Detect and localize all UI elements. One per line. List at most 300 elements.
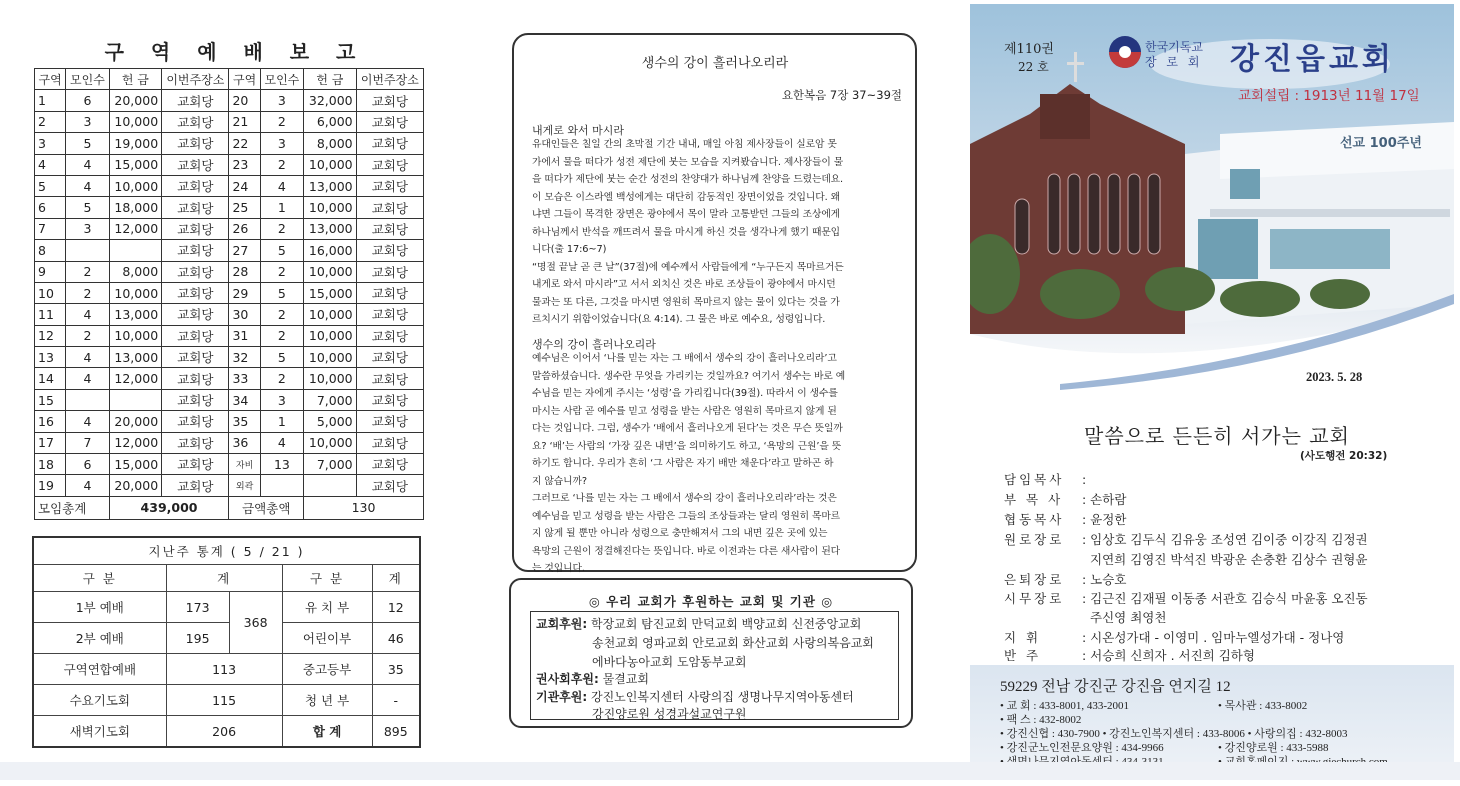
table-row <box>35 389 424 410</box>
table-cell: 2 <box>260 325 303 346</box>
col-header: 구역 <box>229 69 260 90</box>
sermon-line: 요? ‘배’는 사람의 ‘가장 깊은 내면’을 의미하기도 하고, ‘욕망의 근원’을 뜻 <box>532 440 842 452</box>
table-row <box>35 432 424 453</box>
sermon-line: 마시는 사람 곧 예수를 믿고 성령을 받는 사람은 영원히 목마르지 않게 된 <box>532 405 837 417</box>
staff-role: 협동목사 <box>1004 512 1065 527</box>
sermon-line: 수님을 믿는 자에게 주시는 ‘성령’을 가리킵니다(39절). 따라서 이 생수를 <box>532 388 838 399</box>
staff-names: : 손하람 <box>1082 492 1127 507</box>
stat-label: 구역연합예배 <box>33 654 166 685</box>
support-church-line1: 학장교회 탐진교회 만덕교회 백양교회 신전중앙교회 <box>591 617 862 631</box>
contact-elderly-home: • 강진양로원 : 433-5988 <box>1218 742 1329 754</box>
sermon-section-1-body <box>532 136 902 329</box>
table-cell: 6 <box>66 454 109 475</box>
denomination-line2: 장 로 회 <box>1145 55 1203 69</box>
support-org-label: 기관후원: <box>536 690 588 704</box>
table-cell: 15,000 <box>109 154 162 175</box>
amount-total-label: 금액총액 <box>229 496 304 519</box>
table-header-row <box>35 69 424 90</box>
table-cell: 10,000 <box>304 368 357 389</box>
table-cell: 2 <box>66 282 109 303</box>
table-cell: 36 <box>229 432 260 453</box>
district-report-table <box>34 68 424 520</box>
sermon-line: 예수님을 믿고 성령을 받는 사람은 그들의 조상들과는 달리 영원히 목마르 <box>532 510 841 522</box>
district-report-body <box>35 90 424 496</box>
table-row <box>35 90 424 111</box>
sermon-line: 지 않습니까? <box>532 475 587 487</box>
table-cell: 23 <box>229 154 260 175</box>
table-cell: 2 <box>35 111 66 132</box>
table-cell: 28 <box>229 261 260 282</box>
sermon-line: 는 것입니다. <box>532 563 585 574</box>
table-cell <box>304 475 357 496</box>
table-cell: 13,000 <box>304 175 357 196</box>
table-cell: 교회당 <box>162 432 229 453</box>
table-cell: 교회당 <box>162 240 229 261</box>
sermon-line: 이 모습은 이스라엘 백성에게는 대단히 감동적인 장면이었을 것입니다. 왜 <box>532 191 841 203</box>
table-cell: 교회당 <box>356 90 423 111</box>
staff-role: 반 주 <box>1004 648 1042 663</box>
stat-label: 2부 예배 <box>33 623 166 654</box>
support-church-line2: 송천교회 영파교회 안로교회 화산교회 사랑의복음교회 <box>592 636 874 650</box>
table-cell: 10,000 <box>304 347 357 368</box>
table-cell: 17 <box>35 432 66 453</box>
table-cell: 19,000 <box>109 133 162 154</box>
table-cell: 교회당 <box>356 411 423 432</box>
table-cell: 3 <box>260 133 303 154</box>
table-cell: 18,000 <box>109 197 162 218</box>
table-cell: 1 <box>35 90 66 111</box>
col-header: 헌 금 <box>304 69 357 90</box>
staff-row <box>1004 646 1255 664</box>
stat-value: 173 <box>166 592 229 623</box>
table-cell: 교회당 <box>162 454 229 475</box>
table-cell: 13,000 <box>109 304 162 325</box>
table-cell: 15,000 <box>109 454 162 475</box>
table-cell: 4 <box>66 304 109 325</box>
table-cell: 교회당 <box>162 133 229 154</box>
denomination-line1: 한국기독교 <box>1145 40 1203 54</box>
table-cell: 교회당 <box>356 389 423 410</box>
table-cell: 15,000 <box>304 282 357 303</box>
table-cell: 10 <box>35 282 66 303</box>
table-cell: 8,000 <box>109 261 162 282</box>
table-cell: 16 <box>35 411 66 432</box>
total-row <box>35 496 424 519</box>
staff-row <box>1004 608 1166 626</box>
staff-names: 주신영 최영천 <box>1090 610 1167 625</box>
table-cell: 자비 <box>229 454 260 475</box>
table-cell: 8,000 <box>304 133 357 154</box>
table-cell: 10,000 <box>109 175 162 196</box>
contact-church-phone: • 교 회 : 433-8001, 433-2001 <box>1000 700 1129 712</box>
stat-label: 청 년 부 <box>282 685 372 716</box>
stats-col-header: 계 <box>372 565 420 592</box>
table-cell: 13,000 <box>304 218 357 239</box>
table-cell <box>66 240 109 261</box>
table-cell: 24 <box>229 175 260 196</box>
stat-worship-total: 368 <box>229 592 282 654</box>
table-cell: 3 <box>66 111 109 132</box>
sermon-line: 르치시기 위함이었습니다(요 4:14). 그 물은 바로 예수요, 성령입니다. <box>532 314 826 325</box>
sermon-line: 물과는 또 다른, 그것을 마시면 영원히 목마르지 않는 물이 있다는 것을 가 <box>532 296 840 308</box>
table-cell <box>109 240 162 261</box>
table-cell: 교회당 <box>162 325 229 346</box>
table-cell: 4 <box>66 411 109 432</box>
support-church-label: 교회후원: <box>536 617 588 631</box>
banner-text: 선교 100주년 <box>1340 136 1422 151</box>
col-header: 구역 <box>35 69 66 90</box>
table-cell: 교회당 <box>356 304 423 325</box>
support-title: ◎ 우리 교회가 후원하는 교회 및 기관 ◎ <box>588 594 834 609</box>
table-cell: 12,000 <box>109 218 162 239</box>
table-row <box>35 133 424 154</box>
table-cell: 2 <box>260 111 303 132</box>
table-cell: 교회당 <box>356 240 423 261</box>
staff-row <box>1004 570 1126 588</box>
table-cell: 6 <box>66 90 109 111</box>
table-cell: 교회당 <box>356 261 423 282</box>
table-row <box>35 454 424 475</box>
table-cell: 6 <box>35 197 66 218</box>
table-cell: 교회당 <box>356 133 423 154</box>
stat-label: 합 계 <box>282 716 372 748</box>
table-cell: 4 <box>260 432 303 453</box>
sermon-section-2-body <box>532 350 902 578</box>
stat-value: - <box>372 685 420 716</box>
table-cell: 15 <box>35 389 66 410</box>
sermon-line: 하기도 합니다. 우리가 흔히 ‘그 사람은 자기 배만 채운다’라고 말하곤 하 <box>532 458 834 469</box>
table-cell: 11 <box>35 304 66 325</box>
table-cell: 13,000 <box>109 347 162 368</box>
table-cell: 26 <box>229 218 260 239</box>
staff-row <box>1004 510 1126 528</box>
table-cell: 10,000 <box>304 261 357 282</box>
support-church-row <box>536 615 861 632</box>
table-row <box>35 197 424 218</box>
sermon-line: 을 떠다가 제단에 붓는 순간 성전의 찬양대가 하나님께 찬양을 드렸는데요. <box>532 174 844 185</box>
table-cell: 32,000 <box>304 90 357 111</box>
table-cell: 교회당 <box>162 368 229 389</box>
support-org-line1: 강진노인복지센터 사랑의집 생명나무지역아동센터 <box>591 690 854 704</box>
table-cell <box>109 389 162 410</box>
table-cell: 1 <box>260 411 303 432</box>
table-row <box>35 368 424 389</box>
support-kwonsa-label: 권사회후원: <box>536 672 599 686</box>
table-cell: 2 <box>66 261 109 282</box>
last-week-stats-table <box>32 536 421 748</box>
table-cell: 5 <box>260 347 303 368</box>
table-cell: 10,000 <box>304 154 357 175</box>
contact-institutions: • 강진신협 : 430-7900 • 강진노인복지센터 : 433-8006 • 사랑의집 : 432-8003 <box>1000 728 1348 740</box>
stat-value: 206 <box>166 716 282 748</box>
staff-role: 원로장로 <box>1004 532 1065 547</box>
table-cell: 8 <box>35 240 66 261</box>
table-row <box>35 411 424 432</box>
table-cell: 9 <box>35 261 66 282</box>
table-cell: 29 <box>229 282 260 303</box>
table-cell: 16,000 <box>304 240 357 261</box>
table-cell: 7 <box>35 218 66 239</box>
table-cell: 19 <box>35 475 66 496</box>
table-cell: 2 <box>260 368 303 389</box>
support-church-line3: 에바다농아교회 도암동부교회 <box>592 655 747 669</box>
table-cell: 7,000 <box>304 389 357 410</box>
table-cell: 교회당 <box>356 475 423 496</box>
table-cell: 3 <box>260 90 303 111</box>
table-cell <box>66 389 109 410</box>
staff-names: 지연희 김영진 박석진 박광운 손충환 김상수 권형윤 <box>1090 552 1368 567</box>
table-cell: 교회당 <box>162 304 229 325</box>
table-cell: 교회당 <box>356 282 423 303</box>
stats-col-header: 구 분 <box>33 565 166 592</box>
stat-value: 113 <box>166 654 282 685</box>
staff-row <box>1004 589 1368 607</box>
table-cell: 4 <box>66 175 109 196</box>
stat-label: 새벽기도회 <box>33 716 166 748</box>
table-row <box>35 475 424 496</box>
table-cell: 4 <box>66 154 109 175</box>
support-kwonsa-value: 물결교회 <box>602 672 649 686</box>
scan-footer-bar <box>0 762 1460 780</box>
support-org-line2: 강진양로원 성경과설교연구원 <box>592 707 747 721</box>
table-cell: 20,000 <box>109 411 162 432</box>
table-cell: 13 <box>35 347 66 368</box>
table-cell: 교회당 <box>162 218 229 239</box>
table-cell: 10,000 <box>109 325 162 346</box>
table-cell: 교회당 <box>356 111 423 132</box>
table-cell: 20 <box>229 90 260 111</box>
table-cell: 교회당 <box>162 347 229 368</box>
table-cell: 30 <box>229 304 260 325</box>
table-cell: 7 <box>66 432 109 453</box>
stat-value: 35 <box>372 654 420 685</box>
table-cell: 5 <box>66 133 109 154</box>
table-cell: 22 <box>229 133 260 154</box>
table-cell: 교회당 <box>356 218 423 239</box>
table-cell: 10,000 <box>109 282 162 303</box>
table-cell: 31 <box>229 325 260 346</box>
col-header: 모인수 <box>66 69 109 90</box>
staff-names: : 노승호 <box>1082 572 1127 587</box>
table-cell: 교회당 <box>356 325 423 346</box>
staff-role: 지 휘 <box>1004 630 1042 645</box>
sermon-line: 유대인들은 칠일 간의 초막절 기간 내내, 매일 아침 제사장들이 실로암 못 <box>532 139 837 150</box>
sermon-section-1-title: 내게로 와서 마시라 <box>532 124 625 137</box>
sermon-line: 니다(출 17:6~7) <box>532 244 607 255</box>
table-cell: 25 <box>229 197 260 218</box>
staff-role: 시무장로 <box>1004 591 1065 606</box>
table-cell: 10,000 <box>109 111 162 132</box>
table-cell: 14 <box>35 368 66 389</box>
table-row <box>35 154 424 175</box>
staff-row <box>1004 530 1368 548</box>
sermon-line: 내게로 와서 마시라”고 서서 외치신 것은 바로 조상들이 광야에서 마시던 <box>532 279 836 290</box>
table-cell: 10,000 <box>304 304 357 325</box>
stat-label: 유 치 부 <box>282 592 372 623</box>
table-row <box>35 304 424 325</box>
sermon-line: 예수님은 이어서 ‘나를 믿는 자는 그 배에서 생수의 강이 흘러나오리라’고 <box>532 353 837 364</box>
table-cell: 교회당 <box>162 197 229 218</box>
table-cell: 외곽 <box>229 475 260 496</box>
col-header: 이번주장소 <box>356 69 423 90</box>
table-cell: 교회당 <box>162 111 229 132</box>
table-cell: 20,000 <box>109 475 162 496</box>
sermon-line: 하나님께서 반석을 깨뜨려서 물을 마시게 하신 것을 생각나게 했기 때문입 <box>532 226 841 238</box>
table-cell: 3 <box>66 218 109 239</box>
table-cell: 교회당 <box>356 347 423 368</box>
stat-label: 수요기도회 <box>33 685 166 716</box>
volume-number: 제110권 <box>1004 42 1054 57</box>
amount-total-value: 130 <box>304 496 424 519</box>
table-cell: 2 <box>260 154 303 175</box>
table-cell: 5 <box>260 240 303 261</box>
church-motto: 말씀으로 든든히 서가는 교회 <box>1084 424 1350 448</box>
table-cell: 32 <box>229 347 260 368</box>
motto-reference: (사도행전 20:32) <box>1300 450 1388 462</box>
bulletin-date: 2023. 5. 28 <box>1306 370 1363 384</box>
table-cell: 교회당 <box>162 475 229 496</box>
staff-names: : 임상호 김두식 김유웅 조성연 김이중 이강직 김정권 <box>1082 532 1368 547</box>
table-cell: 4 <box>66 368 109 389</box>
denomination-logo-icon <box>1108 35 1142 69</box>
table-cell: 교회당 <box>162 175 229 196</box>
table-cell: 6,000 <box>304 111 357 132</box>
district-report-title: 구 역 예 배 보 고 <box>104 40 366 64</box>
table-cell: 교회당 <box>356 432 423 453</box>
table-cell: 20,000 <box>109 90 162 111</box>
table-cell: 3 <box>35 133 66 154</box>
table-cell: 10,000 <box>304 325 357 346</box>
staff-role: 담임목사 <box>1004 472 1065 487</box>
table-cell: 5 <box>66 197 109 218</box>
table-cell: 21 <box>229 111 260 132</box>
table-cell: 3 <box>260 389 303 410</box>
table-cell: 교회당 <box>356 154 423 175</box>
stat-value: 895 <box>372 716 420 748</box>
total-label: 모임총계 <box>35 496 110 519</box>
table-row <box>35 282 424 303</box>
stat-value: 12 <box>372 592 420 623</box>
stat-label: 중고등부 <box>282 654 372 685</box>
contact-parsonage-phone: • 목사관 : 433-8002 <box>1218 700 1308 712</box>
table-row <box>35 218 424 239</box>
table-cell: 교회당 <box>162 282 229 303</box>
stats-col-header: 구 분 <box>282 565 372 592</box>
table-cell: 4 <box>66 475 109 496</box>
staff-row <box>1004 470 1086 488</box>
staff-role: 은퇴장로 <box>1004 572 1065 587</box>
stats-title: 지난주 통계 ( 5 / 21 ) <box>33 537 420 565</box>
sermon-line: 그러므로 ‘나를 믿는 자는 그 배에서 생수의 강이 흘러나오리라’라는 것은 <box>532 493 837 504</box>
table-cell: 교회당 <box>162 154 229 175</box>
table-cell: 1 <box>260 197 303 218</box>
total-offering: 439,000 <box>109 496 229 519</box>
staff-names: : 시온성가대 - 이영미 . 임마누엘성가대 - 정나영 <box>1082 630 1345 645</box>
support-kwonsa-row <box>536 670 649 687</box>
staff-role: 부 목 사 <box>1004 492 1064 507</box>
sermon-line: 지 않게 될 뿐만 아니라 성령으로 충만해져서 그의 내면 깊은 곳에 있는 <box>532 528 828 539</box>
table-cell: 12,000 <box>109 432 162 453</box>
staff-names: : <box>1082 472 1087 487</box>
staff-names: : 서승희 신희자 . 서진희 김하형 <box>1082 648 1255 663</box>
table-cell: 33 <box>229 368 260 389</box>
sermon-line: 말씀하셨습니다. 생수란 무엇을 가리키는 것일까요? 여기서 생수는 바로 예 <box>532 370 846 382</box>
table-cell: 10,000 <box>304 197 357 218</box>
stat-value: 46 <box>372 623 420 654</box>
staff-names: : 김근진 김재필 이동종 서관호 김승식 마윤홍 오진동 <box>1082 591 1368 606</box>
contact-fax: • 팩 스 : 432-8002 <box>1000 714 1082 726</box>
founded-date: 교회설립 : 1913년 11월 17일 <box>1238 88 1420 104</box>
contact-nursing-home: • 강진군노인전문요양원 : 434-9966 <box>1000 742 1164 754</box>
issue-number: 22 호 <box>1018 60 1049 74</box>
sermon-section-2-title: 생수의 강이 흘러나오리라 <box>532 338 656 351</box>
table-cell: 4 <box>260 175 303 196</box>
sermon-line: “명절 끝날 곧 큰 날”(37절)에 예수께서 사람들에게 “누구든지 목마르거든 <box>532 261 844 273</box>
sermon-line: 가에서 물을 떠다가 성전 제단에 붓는 모습을 지켜봤습니다. 제사장들이 물 <box>532 156 844 168</box>
table-row <box>35 347 424 368</box>
sermon-line: 욕망의 근원이 정결해진다는 뜻입니다. 바로 이전과는 다른 새사람이 된다 <box>532 545 841 557</box>
table-cell <box>260 475 303 496</box>
sermon-reference: 요한복음 7장 37~39절 <box>781 88 902 102</box>
col-header: 헌 금 <box>109 69 162 90</box>
stat-label: 1부 예배 <box>33 592 166 623</box>
table-cell: 5 <box>260 282 303 303</box>
table-row <box>35 261 424 282</box>
table-cell: 교회당 <box>356 197 423 218</box>
table-cell: 2 <box>260 218 303 239</box>
stats-col-header: 계 <box>166 565 282 592</box>
table-cell: 교회당 <box>356 454 423 475</box>
sermon-title: 생수의 강이 흘러나오리라 <box>641 56 789 71</box>
col-header: 이번주장소 <box>162 69 229 90</box>
staff-row <box>1004 490 1126 508</box>
table-cell: 10,000 <box>304 432 357 453</box>
table-cell: 교회당 <box>162 389 229 410</box>
table-cell: 교회당 <box>162 90 229 111</box>
table-row <box>35 325 424 346</box>
table-row <box>35 240 424 261</box>
church-address: 59229 전남 강진군 강진읍 연지길 12 <box>1000 679 1231 695</box>
stat-value: 115 <box>166 685 282 716</box>
table-cell: 4 <box>66 347 109 368</box>
table-cell: 교회당 <box>162 411 229 432</box>
table-cell: 34 <box>229 389 260 410</box>
table-cell: 2 <box>66 325 109 346</box>
table-row <box>35 111 424 132</box>
table-cell: 7,000 <box>304 454 357 475</box>
table-cell: 2 <box>260 304 303 325</box>
table-row <box>35 175 424 196</box>
table-cell: 4 <box>35 154 66 175</box>
table-cell: 35 <box>229 411 260 432</box>
table-cell: 27 <box>229 240 260 261</box>
table-cell: 2 <box>260 261 303 282</box>
sermon-line: 냐면 그들이 목격한 장면은 광야에서 목이 말라 고통받던 그들의 조상에게 <box>532 209 841 220</box>
stat-label: 어린이부 <box>282 623 372 654</box>
sermon-line: 다는 것입니다. 그럼, 생수가 ‘배에서 흘러나오게 된다’는 것은 무슨 뜻일까 <box>532 423 843 434</box>
table-cell: 교회당 <box>162 261 229 282</box>
table-cell: 13 <box>260 454 303 475</box>
staff-row <box>1004 550 1367 568</box>
support-org-row <box>536 688 854 705</box>
table-cell: 5,000 <box>304 411 357 432</box>
table-cell: 교회당 <box>356 368 423 389</box>
table-cell: 12,000 <box>109 368 162 389</box>
table-cell: 18 <box>35 454 66 475</box>
staff-names: : 윤정한 <box>1082 512 1127 527</box>
church-name: 강진읍교회 <box>1230 42 1395 77</box>
denomination-name <box>1145 40 1203 70</box>
